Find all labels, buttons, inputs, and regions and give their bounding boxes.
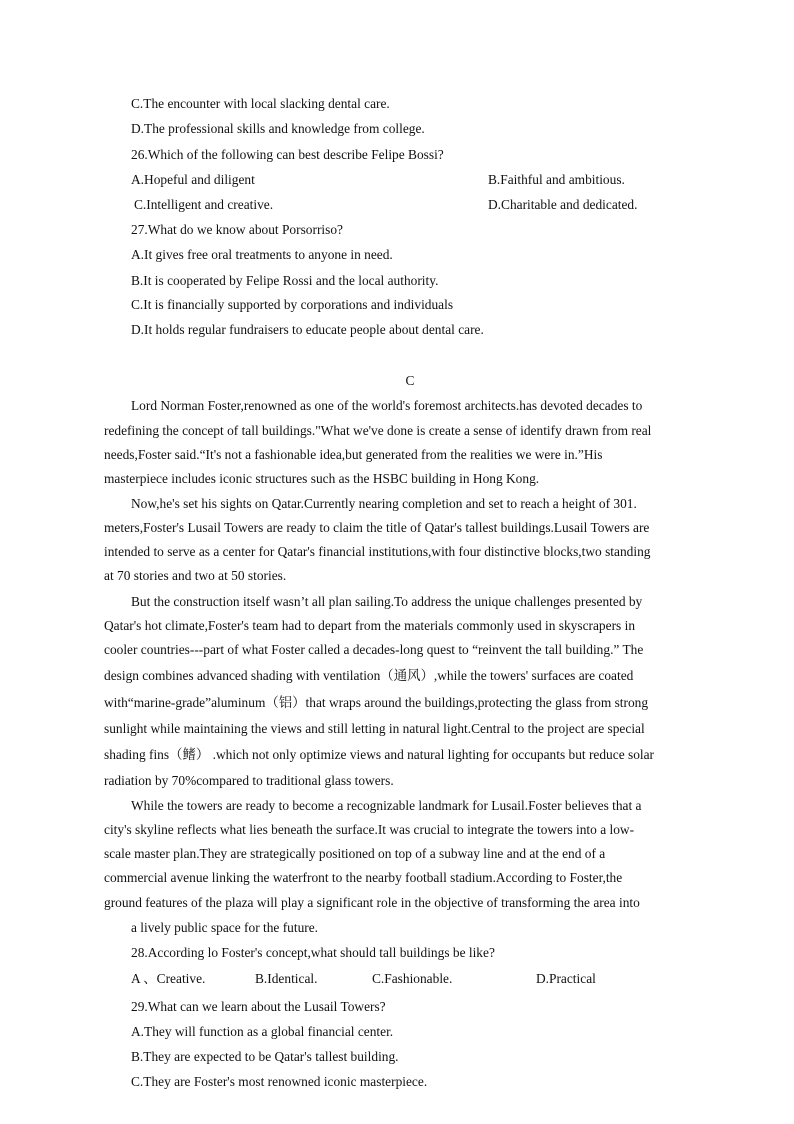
q29-option-b: B.They are expected to be Qatar's tallest building. bbox=[131, 1049, 399, 1064]
passage-line: commercial avenue linking the waterfront to the nearby football stadium.According to Foster,the bbox=[104, 870, 623, 885]
passage-line: scale master plan.They are strategically positioned on top of a subway line and at the end of a bbox=[104, 846, 606, 861]
q25-option-c: C.The encounter with local slacking dental care. bbox=[131, 96, 390, 111]
passage-line: with“marine-grade”aluminum（铝）that wraps around the buildings,protecting the glass from strong bbox=[104, 695, 649, 710]
passage-line: city's skyline reflects what lies beneath the surface.It was crucial to integrate the towers into a low- bbox=[104, 822, 635, 837]
passage-line: sunlight while maintaining the views and still letting in natural light.Central to the project are special bbox=[104, 721, 645, 736]
q29-option-c: C.They are Foster's most renowned iconic masterpiece. bbox=[131, 1074, 428, 1089]
passage-line: shading fins（鳍） .which not only optimize views and natural lighting for occupants but reduce solar bbox=[104, 747, 655, 762]
q28-option-d: D.Practical bbox=[536, 971, 596, 986]
passage-line: meters,Foster's Lusail Towers are ready to claim the title of Qatar's tallest buildings.Lusail Towers are bbox=[104, 520, 650, 535]
q28-option-a: A 、Creative. bbox=[131, 971, 206, 986]
q27-option-a: A.It gives free oral treatments to anyone in need. bbox=[131, 247, 393, 262]
q29-option-a: A.They will function as a global financial center. bbox=[131, 1024, 394, 1039]
passage-line: needs,Foster said.“It's not a fashionable idea,but generated from the realities we were in.”His bbox=[104, 447, 603, 462]
passage-line: a lively public space for the future. bbox=[131, 920, 319, 935]
q28-option-b: B.Identical. bbox=[255, 971, 318, 986]
q27-option-d: D.It holds regular fundraisers to educate people about dental care. bbox=[131, 322, 484, 337]
passage-line: Lord Norman Foster,renowned as one of the world's foremost architects.has devoted decades to bbox=[131, 398, 643, 413]
passage-line: masterpiece includes iconic structures such as the HSBC building in Hong Kong. bbox=[104, 471, 540, 486]
section-c-heading: C bbox=[405, 373, 415, 388]
passage-line: Now,he's set his sights on Qatar.Currently nearing completion and set to reach a height of 301. bbox=[131, 496, 637, 511]
q26-stem: 26.Which of the following can best describe Felipe Bossi? bbox=[131, 147, 444, 162]
q29-stem: 29.What can we learn about the Lusail Towers? bbox=[131, 999, 386, 1014]
q28-stem: 28.According lo Foster's concept,what should tall buildings be like? bbox=[131, 945, 495, 960]
passage-line: redefining the concept of tall buildings."What we've done is create a sense of identify drawn from real bbox=[104, 423, 652, 438]
q27-stem: 27.What do we know about Porsorriso? bbox=[131, 222, 343, 237]
passage-line: at 70 stories and two at 50 stories. bbox=[104, 568, 287, 583]
q27-option-b: B.It is cooperated by Felipe Rossi and the local authority. bbox=[131, 273, 439, 288]
passage-line: ground features of the plaza will play a significant role in the objective of transforming the area into bbox=[104, 895, 640, 910]
passage-line: intended to serve as a center for Qatar's financial institutions,with four distinctive blocks,two standing bbox=[104, 544, 651, 559]
q26-option-c: C.Intelligent and creative. bbox=[134, 197, 274, 212]
passage-line: While the towers are ready to become a recognizable landmark for Lusail.Foster believes that a bbox=[131, 798, 642, 813]
q26-option-d: D.Charitable and dedicated. bbox=[488, 197, 638, 212]
q26-option-b: B.Faithful and ambitious. bbox=[488, 172, 625, 187]
q25-option-d: D.The professional skills and knowledge from college. bbox=[131, 121, 425, 136]
q26-option-a: A.Hopeful and diligent bbox=[131, 172, 255, 187]
passage-line: design combines advanced shading with ventilation（通风）,while the towers' surfaces are coated bbox=[104, 668, 634, 683]
passage-line: But the construction itself wasn’t all plan sailing.To address the unique challenges presented by bbox=[131, 594, 643, 609]
passage-line: cooler countries---part of what Foster called a decades-long quest to “reinvent the tall building.” The bbox=[104, 642, 644, 657]
passage-line: Qatar's hot climate,Foster's team had to depart from the materials commonly used in skyscrapers in bbox=[104, 618, 636, 633]
passage-line: radiation by 70%compared to traditional glass towers. bbox=[104, 773, 394, 788]
q27-option-c: C.It is financially supported by corporations and individuals bbox=[131, 297, 454, 312]
q28-option-c: C.Fashionable. bbox=[372, 971, 453, 986]
